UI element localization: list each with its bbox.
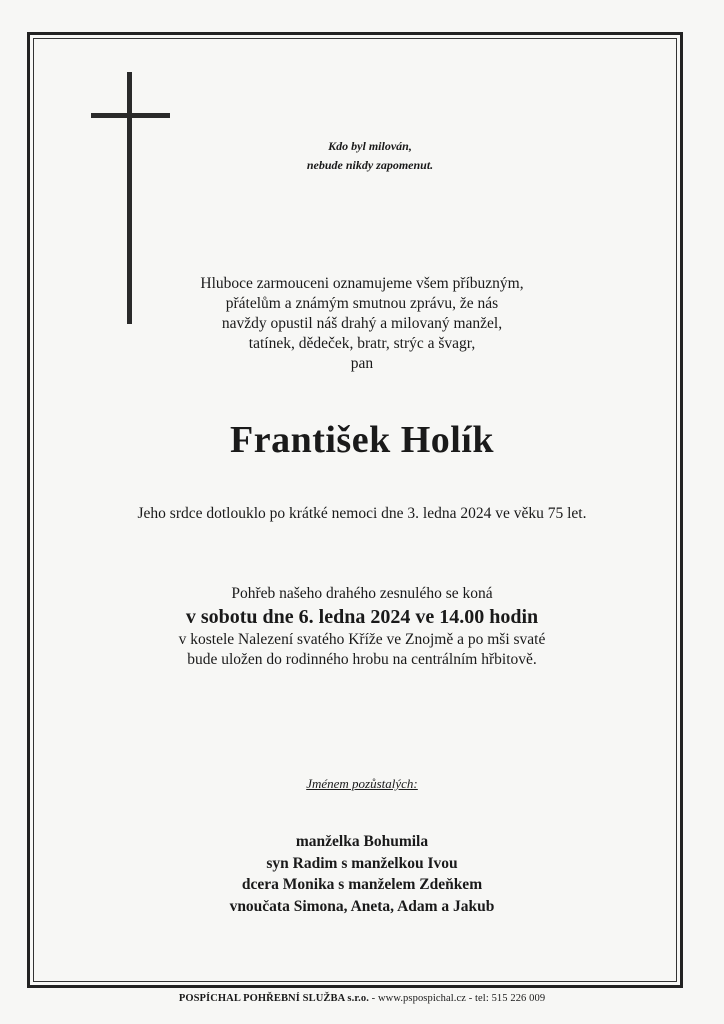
footer (60, 992, 664, 1006)
motto (260, 137, 480, 175)
funeral-date: v sobotu dne 6. ledna 2024 ve 14.00 hodin (185, 606, 539, 628)
survivor-line: vnoučata Simona, Aneta, Adam a Jakub (229, 897, 495, 915)
survivor-line: dcera Monika s manželem Zdeňkem (241, 876, 483, 893)
intro-line: Hluboce zarmouceni oznamujeme všem příbuzným, (200, 275, 524, 292)
footer-brand: POSPÍCHAL POHŘEBNÍ SLUŽBA s.r.o. (178, 993, 369, 1004)
funeral-line-4: bude uložen do rodinného hrobu na centrálním hřbitově. (187, 651, 537, 668)
intro-paragraph (150, 274, 574, 374)
survivor-line: syn Radim s manželkou Ivou (266, 854, 458, 872)
funeral-line-1: Pohřeb našeho drahého zesnulého se koná (231, 585, 493, 602)
survivors-label (220, 775, 504, 793)
intro-line: navždy opustil náš drahý a milovaný manžel, (221, 315, 503, 332)
intro-line: pan (350, 355, 374, 372)
intro-line: přátelům a známým smutnou zprávu, že nás (225, 295, 499, 312)
death-notice: Jeho srdce dotlouklo po krátké nemoci dne 3. ledna 2024 ve věku 75 let. (137, 505, 587, 522)
motto-line-2: nebude nikdy zapomenut. (306, 158, 434, 172)
motto-line-1: Kdo byl milován, (328, 139, 412, 153)
survivors-list (130, 831, 594, 917)
survivors-label-text: Jménem pozůstalých: (306, 776, 418, 791)
footer-contact: - www.pspospichal.cz - tel: 515 226 009 (368, 993, 546, 1004)
deceased-name: František Holík (229, 419, 495, 461)
survivor-line: manželka Bohumila (295, 833, 429, 850)
funeral-line-3: v kostele Nalezení svatého Kříže ve Znojmě a po mši svaté (178, 631, 546, 648)
intro-line: tatínek, dědeček, bratr, strýc a švagr, (248, 335, 476, 352)
funeral-info (110, 584, 614, 670)
cross-icon-vertical (127, 72, 132, 324)
cross-icon-horizontal (91, 113, 170, 118)
